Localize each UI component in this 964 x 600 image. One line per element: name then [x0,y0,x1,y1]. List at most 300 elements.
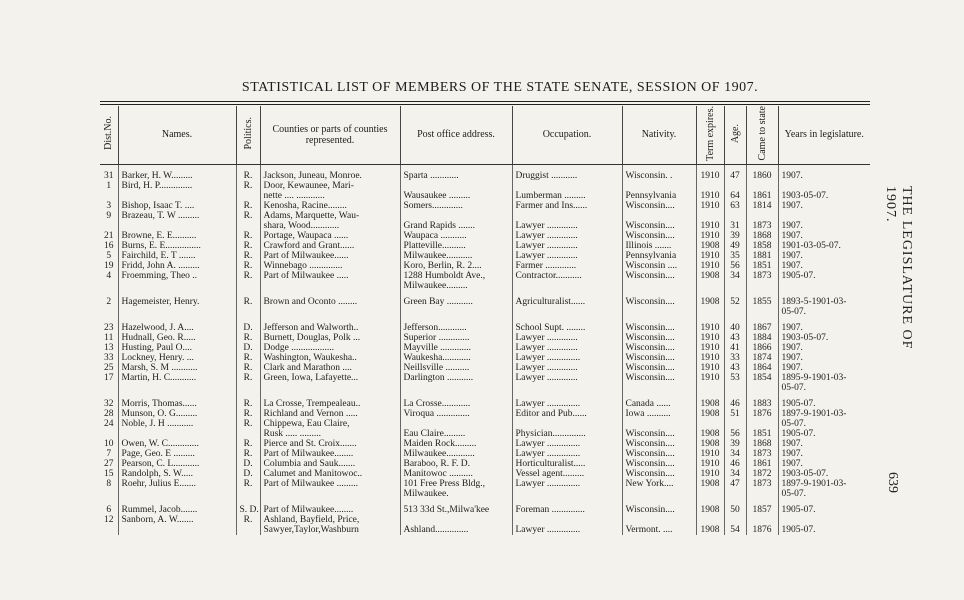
cell-term [696,419,724,429]
cell-came: 1867 [746,323,778,333]
cell-age [724,383,746,393]
cell-post-office: Milwaukee........... [400,251,512,261]
cell-age: 63 [724,201,746,211]
cell-post-office: La Crosse............ [400,399,512,409]
cell-post-office: Darlington ........... [400,373,512,383]
table-row [100,383,870,393]
cell-counties: Winnebago .............. [260,261,400,271]
cell-politics: R. [236,409,260,419]
table-row [100,439,870,449]
cell-name: Rummel, Jacob....... [118,505,236,515]
cell-politics: R. [236,439,260,449]
cell-came: 1883 [746,399,778,409]
cell-nativity: Iowa .......... [622,409,696,419]
table-row [100,261,870,271]
cell-nativity: Wisconsin.... [622,353,696,363]
cell-post-office [400,307,512,317]
cell-counties: Clark and Marathon .... [260,363,400,373]
cell-came: 1884 [746,333,778,343]
cell-politics: R. [236,261,260,271]
cell-post-office: Baraboo, R. F. D. [400,459,512,469]
cell-nativity [622,211,696,221]
cell-occupation: Lawyer .............. [512,353,622,363]
table-header-row [100,106,870,164]
cell-term: 1908 [696,439,724,449]
cell-name: Fridd, John A. ......... [118,261,236,271]
cell-years: 1907. [781,362,803,373]
cell-nativity [622,419,696,429]
cell-term [696,489,724,499]
cell-counties: Part of Milwaukee........ [260,505,400,515]
cell-came [746,383,778,393]
cell-years: 1895-9-1901-03- [781,372,847,383]
cell-occupation [512,515,622,525]
cell-term: 1908 [696,297,724,307]
cell-post-office: Milwaukee............ [400,449,512,459]
cell-politics: R. [236,363,260,373]
cell-name: Munson, O. G......... [118,409,236,419]
cell-post-office: Platteville.......... [400,241,512,251]
cell-term: 1910 [696,261,724,271]
cell-politics: R. [236,241,260,251]
cell-occupation: Vessel agent......... [512,469,622,479]
cell-politics: R. [236,201,260,211]
header-term: Term expires. [696,106,724,164]
cell-term: 1910 [696,201,724,211]
cell-age: 34 [724,469,746,479]
cell-came: 1851 [746,429,778,439]
table-row [100,343,870,353]
cell-name: Bird, H. P.............. [118,181,236,191]
cell-came: 1881 [746,251,778,261]
table-row [100,211,870,221]
cell-politics: R. [236,297,260,307]
cell-name: Hagemeister, Henry. [118,297,236,307]
table-row [100,459,870,469]
cell-years: 1907. [781,220,803,231]
cell-came: 1866 [746,343,778,353]
side-running-title: THE LEGISLATURE OF 1907. [883,186,914,350]
cell-years: 1907. [781,438,803,449]
cell-nativity: Canada ...... [622,399,696,409]
cell-politics [236,383,260,393]
cell-dist: 24 [100,419,118,429]
cell-counties: Portage, Waupaca ...... [260,231,400,241]
cell-post-office [400,211,512,221]
table-row [100,449,870,459]
cell-term [696,307,724,317]
cell-years [778,211,870,221]
table-row [100,525,870,535]
page-number: 639 [885,472,900,493]
cell-years: 05-07. [781,488,807,499]
cell-counties: Washington, Waukesha.. [260,353,400,363]
cell-term: 1908 [696,241,724,251]
cell-nativity: Wisconsin.... [622,271,696,281]
cell-post-office [400,383,512,393]
cell-dist [100,383,118,393]
cell-age: 49 [724,241,746,251]
cell-nativity: Pennsylvania [622,191,696,201]
cell-years: 1905-07. [781,428,816,439]
table-row [100,191,870,201]
cell-dist [100,489,118,499]
cell-term: 1910 [696,251,724,261]
cell-counties: Chippewa, Eau Claire, [260,419,400,429]
cell-age [724,515,746,525]
cell-politics: R. [236,251,260,261]
cell-term: 1910 [696,449,724,459]
cell-name: Burns, E. E............... [118,241,236,251]
cell-dist [100,525,118,535]
cell-post-office: Grand Rapids ....... [400,221,512,231]
cell-dist: 28 [100,409,118,419]
cell-years: 1903-05-07. [781,332,829,343]
cell-years: 1903-05-07. [781,468,829,479]
cell-term [696,281,724,291]
cell-dist: 27 [100,459,118,469]
cell-name: Brazeau, T. W ......... [118,211,236,221]
cell-counties: Columbia and Sauk....... [260,459,400,469]
cell-politics: R. [236,211,260,221]
cell-term: 1908 [696,525,724,535]
cell-counties [260,307,400,317]
cell-age [724,281,746,291]
cell-nativity: New York.... [622,479,696,489]
cell-dist: 4 [100,271,118,281]
cell-counties: Dodge .................. [260,343,400,353]
table-row [100,231,870,241]
cell-age: 33 [724,353,746,363]
cell-age: 34 [724,271,746,281]
cell-came: 1876 [746,409,778,419]
header-occupation: Occupation. [512,106,622,164]
cell-age: 40 [724,323,746,333]
cell-occupation: Lawyer ............. [512,343,622,353]
cell-years: 1907. [781,260,803,271]
cell-dist: 31 [100,164,118,181]
cell-name [118,383,236,393]
cell-politics [236,429,260,439]
cell-years: 05-07. [781,306,807,317]
cell-age: 39 [724,439,746,449]
cell-politics [236,281,260,291]
cell-years: 1907. [781,200,803,211]
cell-dist: 9 [100,211,118,221]
table-row [100,201,870,211]
cell-dist: 12 [100,515,118,525]
cell-age: 46 [724,399,746,409]
cell-counties [260,489,400,499]
table-row [100,373,870,383]
cell-name: Noble, J. H ........... [118,419,236,429]
cell-dist: 6 [100,505,118,515]
cell-post-office [400,419,512,429]
cell-occupation [512,211,622,221]
cell-term: 1908 [696,505,724,515]
cell-age: 46 [724,459,746,469]
cell-came: 1860 [746,164,778,181]
cell-age: 41 [724,343,746,353]
cell-occupation [512,181,622,191]
cell-nativity: Wisconsin.... [622,323,696,333]
cell-counties: Kenosha, Racine........ [260,201,400,211]
cell-post-office [400,515,512,525]
cell-post-office: Waupaca ........... [400,231,512,241]
cell-term: 1908 [696,409,724,419]
cell-occupation: Lawyer ............. [512,231,622,241]
cell-occupation: Lawyer .............. [512,449,622,459]
cell-came: 1814 [746,201,778,211]
cell-politics: R. [236,164,260,181]
cell-age [724,181,746,191]
cell-term [696,181,724,191]
table-row [100,221,870,231]
cell-occupation [512,383,622,393]
cell-nativity: Wisconsin.... [622,297,696,307]
cell-nativity: Wisconsin.... [622,363,696,373]
cell-post-office: Waukesha............ [400,353,512,363]
cell-nativity: Wisconsin.... [622,439,696,449]
cell-years: 05-07. [781,382,807,393]
cell-years: 1907. [781,322,803,333]
cell-years: 1903-05-07. [781,190,829,201]
cell-nativity: Wisconsin.... [622,333,696,343]
cell-post-office: Green Bay ........... [400,297,512,307]
cell-name: Froemming, Theo .. [118,271,236,281]
table-row [100,469,870,479]
cell-politics: R. [236,373,260,383]
cell-name: Barker, H. W......... [118,164,236,181]
senate-members-table [100,106,870,535]
cell-counties: Burnett, Douglas, Polk ... [260,333,400,343]
table-row [100,333,870,343]
cell-age: 53 [724,373,746,383]
cell-occupation: Lawyer .............. [512,399,622,409]
cell-nativity: Wisconsin.... [622,449,696,459]
cell-years: 1897-9-1901-03- [781,478,847,489]
cell-occupation: Lawyer .............. [512,439,622,449]
cell-years: 1907. [781,230,803,241]
cell-age: 43 [724,363,746,373]
cell-term: 1910 [696,231,724,241]
cell-politics: R. [236,353,260,363]
cell-age: 31 [724,221,746,231]
cell-post-office: 101 Free Press Bldg., [400,479,512,489]
cell-politics: D. [236,459,260,469]
table-row [100,479,870,489]
cell-occupation [512,307,622,317]
cell-name [118,307,236,317]
cell-nativity: Vermont. .... [622,525,696,535]
header-age: Age. [724,106,746,164]
cell-age: 56 [724,429,746,439]
cell-term: 1910 [696,221,724,231]
table-row [100,399,870,409]
cell-nativity: Wisconsin. . [622,164,696,181]
cell-politics [236,221,260,231]
cell-name [118,281,236,291]
cell-name: Pearson, C. L........... [118,459,236,469]
cell-name: Hazelwood, J. A.... [118,323,236,333]
table-row [100,429,870,439]
cell-years: 1905-07. [781,398,816,409]
cell-age: 56 [724,261,746,271]
cell-occupation: School Supt. ........ [512,323,622,333]
cell-name [118,429,236,439]
cell-term: 1910 [696,469,724,479]
cell-name: Lockney, Henry. ... [118,353,236,363]
cell-age: 50 [724,505,746,515]
cell-years: 1907. [781,342,803,353]
cell-nativity: Wisconsin.... [622,201,696,211]
cell-came: 1857 [746,505,778,515]
cell-term: 1910 [696,323,724,333]
cell-term: 1910 [696,459,724,469]
cell-counties: Part of Milwaukee ..... [260,271,400,281]
cell-came: 1873 [746,221,778,231]
table-row [100,505,870,515]
cell-occupation: Farmer and Ins...... [512,201,622,211]
cell-came: 1868 [746,439,778,449]
cell-term [696,211,724,221]
cell-dist [100,221,118,231]
cell-politics [236,307,260,317]
table-row [100,323,870,333]
cell-post-office: Superior ............. [400,333,512,343]
cell-dist: 11 [100,333,118,343]
cell-occupation: Lawyer ............. [512,241,622,251]
cell-politics: D. [236,469,260,479]
cell-came: 1873 [746,479,778,489]
cell-nativity [622,489,696,499]
cell-name: Page, Geo. E ......... [118,449,236,459]
cell-came [746,211,778,221]
cell-occupation: Lawyer ............. [512,221,622,231]
cell-age [724,489,746,499]
cell-politics: R. [236,419,260,429]
cell-term: 1910 [696,363,724,373]
cell-came: 1855 [746,297,778,307]
cell-age: 34 [724,449,746,459]
cell-years: 05-07. [781,418,807,429]
cell-counties: Part of Milwaukee...... [260,251,400,261]
cell-dist [100,191,118,201]
cell-years [778,281,870,291]
cell-post-office: 1288 Humboldt Ave., [400,271,512,281]
cell-post-office: Mayville ............. [400,343,512,353]
table-row [100,251,870,261]
cell-politics: R. [236,399,260,409]
cell-dist: 13 [100,343,118,353]
cell-term: 1910 [696,373,724,383]
cell-name [118,489,236,499]
table-row [100,241,870,251]
cell-occupation: Horticulturalist..... [512,459,622,469]
cell-age: 51 [724,409,746,419]
cell-counties: Jackson, Juneau, Monroe. [260,164,400,181]
table-row [100,419,870,429]
cell-occupation: Physician.............. [512,429,622,439]
cell-occupation: Lawyer ............. [512,373,622,383]
cell-politics: R. [236,479,260,489]
cell-age: 54 [724,525,746,535]
cell-occupation [512,419,622,429]
cell-came: 1858 [746,241,778,251]
cell-counties: Sawyer,Taylor,Washburn [260,525,400,535]
cell-age: 47 [724,479,746,489]
cell-counties: Brown and Oconto ........ [260,297,400,307]
cell-name: Sanborn, A. W....... [118,515,236,525]
cell-came: 1854 [746,373,778,383]
cell-years: 1907. [781,170,803,181]
cell-term [696,383,724,393]
cell-post-office: Milwaukee......... [400,281,512,291]
cell-politics [236,525,260,535]
cell-name: Fairchild, E. T ....... [118,251,236,261]
cell-dist: 33 [100,353,118,363]
cell-dist: 16 [100,241,118,251]
cell-term: 1910 [696,353,724,363]
table-row [100,489,870,499]
page-title: STATISTICAL LIST OF MEMBERS OF THE STATE SENATE, SESSION OF 1907. [241,80,759,95]
header-nativity: Nativity. [622,106,696,164]
cell-came: 1873 [746,449,778,459]
cell-nativity [622,307,696,317]
cell-came [746,181,778,191]
cell-name: Hudnall, Geo. R..... [118,333,236,343]
cell-dist: 2 [100,297,118,307]
cell-counties: Door, Kewaunee, Mari- [260,181,400,191]
cell-came: 1861 [746,191,778,201]
cell-occupation: Lumberman ......... [512,191,622,201]
cell-dist: 23 [100,323,118,333]
cell-came [746,419,778,429]
cell-came: 1864 [746,363,778,373]
cell-politics [236,191,260,201]
cell-came: 1873 [746,271,778,281]
cell-counties: Part of Milwaukee ......... [260,479,400,489]
cell-came [746,515,778,525]
cell-nativity [622,181,696,191]
table-row [100,181,870,191]
cell-post-office: Koro, Berlin, R. 2.... [400,261,512,271]
cell-dist: 5 [100,251,118,261]
table-row [100,307,870,317]
cell-years: 1905-07. [781,270,816,281]
cell-age [724,211,746,221]
header-years: Years in legislature. [778,106,870,164]
cell-dist: 17 [100,373,118,383]
cell-years: 1907. [781,250,803,261]
cell-age: 35 [724,251,746,261]
header-came: Came to state [746,106,778,164]
cell-dist: 19 [100,261,118,271]
cell-post-office: Manitowoc .......... [400,469,512,479]
cell-counties: Part of Milwaukee........ [260,449,400,459]
cell-nativity: Wisconsin.... [622,221,696,231]
cell-came [746,281,778,291]
cell-term: 1908 [696,479,724,489]
cell-name [118,221,236,231]
cell-post-office: Maiden Rock......... [400,439,512,449]
cell-years [778,515,870,525]
cell-nativity: Pennsylvania [622,251,696,261]
cell-counties: Calumet and Manitowoc.. [260,469,400,479]
cell-post-office: Sparta ............ [400,164,512,181]
cell-dist: 1 [100,181,118,191]
cell-dist: 32 [100,399,118,409]
